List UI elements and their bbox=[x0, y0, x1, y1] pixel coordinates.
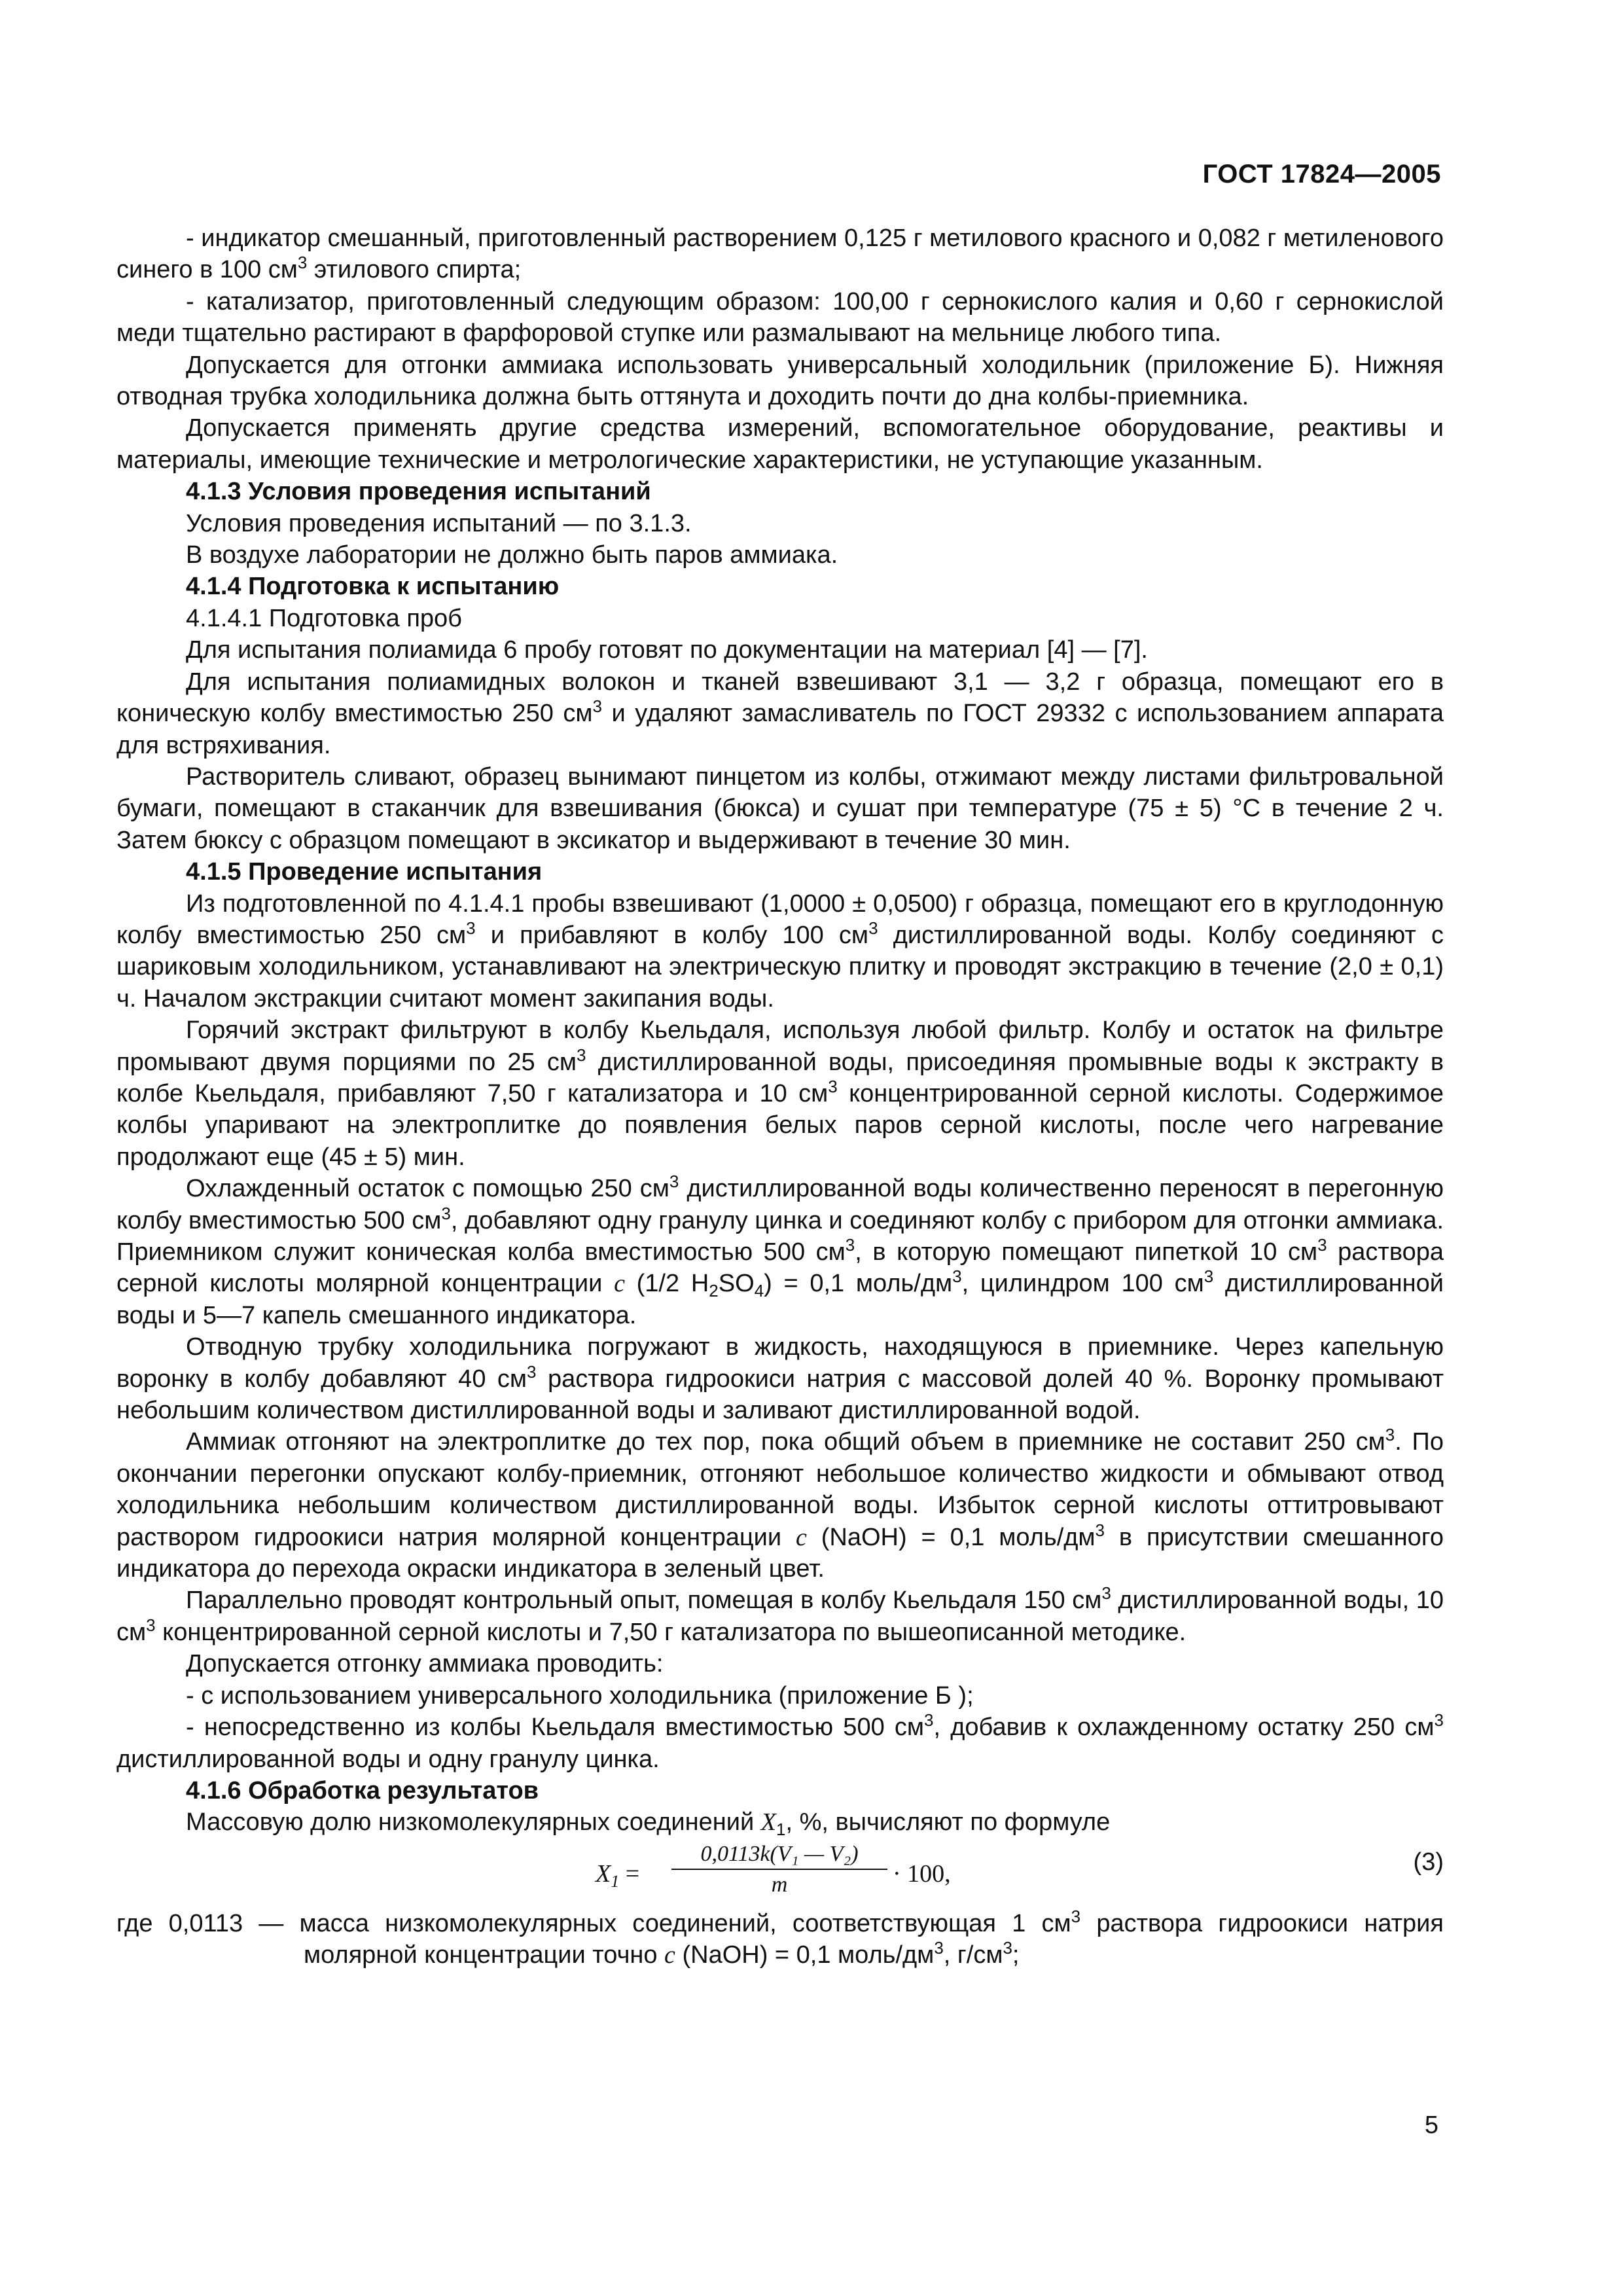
section-heading-4-1-4: 4.1.4 Подготовка к испытанию bbox=[186, 573, 560, 601]
paragraph-titration: Аммиак отгоняют на электроплитке до тех пор, пока общий объем в приемнике не составит 250 $см^3$. По окончании перегонки опускают колбу-приемник, отгоняют небольшое количество жидкости и обмывают отвод холодильника небольшим количеством дистиллированной воды. Избыток серной кислоты оттитровывают раствором гидроокиси натрия молярной концентрации с (NaOH) = 0,1 моль/$дм^3$ в присутствии смешанного индикатора до перехода окраски индикатора в зеленый цвет. bbox=[116, 1425, 1444, 1583]
section-heading-4-1-5: 4.1.5 Проведение испытания bbox=[186, 858, 543, 886]
formula-legend: где 0,0113 — масса низкомолекулярных соединений, соответствующая 1 $см^3$ раствора гидроокиси натрия молярной концентрации точно с (NaOH) = 0,1 моль/$дм^3$, $г/см^3$; bbox=[116, 1906, 1444, 1969]
paragraph-filtering: Горячий экстракт фильтруют в колбу Кьельдаля, используя любой фильтр. Колбу и остаток на фильтре промывают двумя порциями по 25 $см^3$ дистиллированной воды, присоединяя промывные воды к экстракту в колбе Кьельдаля, прибавляют 7,50 г катализатора и 10 $см^3$ концентрированной серной кислоты. Содержимое колбы упаривают на электроплитке до появления белых паров серной кислоты, после чего нагревание продолжают еще (45 ± 5) мин. bbox=[116, 1016, 1444, 1171]
formula-denominator: m bbox=[771, 1872, 788, 1897]
paragraph-indicator: - индикатор смешанный, приготовленный растворением 0,125 г метилового красного и 0,082 г метиленового синего в 100 $см^3$ этилового спирта; bbox=[116, 224, 1444, 284]
formula-numerator: 0,0113k(V₁ — V₂) bbox=[671, 1840, 887, 1870]
formula-3 bbox=[116, 1840, 1444, 1905]
document-body bbox=[116, 223, 1444, 1971]
paragraph-extraction: Из подготовленной по 4.1.4.1 пробы взвешивают (1,0000 ± 0,0500) г образца, помещают его в круглодонную колбу вместимостью 250 $см^3$ и прибавляют в колбу 100 $см^3$ дистиллированной воды. Колбу соединяют с шариковым холодильником, устанавливают на электрическую плитку и проводят экстракцию в течение (2,0 ± 0,1) ч. Началом экстракции считают момент закипания воды. bbox=[116, 889, 1444, 1013]
section-heading-4-1-3: 4.1.3 Условия проведения испытаний bbox=[186, 478, 651, 506]
paragraph-conditions: Условия проведения испытаний — по 3.1.3. bbox=[186, 509, 692, 537]
paragraph-allowed: Допускается отгонку аммиака проводить: bbox=[186, 1650, 664, 1678]
paragraph-other-means: Допускается применять другие средства измерений, вспомогательное оборудование, реактивы и материалы, имеющие технические и метрологические характеристики, не уступающие указанным. bbox=[116, 414, 1444, 474]
paragraph-funnel: Отводную трубку холодильника погружают в жидкость, находящуюся в приемнике. Через капельную воронку в колбу добавляют 40 $см^3$ раствора гидроокиси натрия с массовой долей 40 %. Воронку промывают небольшим количеством дистиллированной воды и заливают дистиллированной водой. bbox=[116, 1333, 1444, 1425]
section-heading-4-1-6: 4.1.6 Обработка результатов bbox=[186, 1776, 539, 1804]
paragraph-option-direct: - непосредственно из колбы Кьельдаля вместимостью 500 $см^3$, добавив к охлажденному остатку 250 $см^3$ дистиллированной воды и одну гранулу цинка. bbox=[116, 1710, 1444, 1773]
document-header: ГОСТ 17824—2005 bbox=[1202, 160, 1441, 188]
paragraph-option-universal: - с использованием универсального холодильника (приложение Б ); bbox=[186, 1681, 974, 1710]
paragraph-distillation-setup: Охлажденный остаток с помощью 250 $см^3$ дистиллированной воды количественно переносят в перегонную колбу вместимостью 500 $см^3$, добавляют одну гранулу цинка и соединяют колбу с прибором для отгонки аммиака. Приемником служит коническая колба вместимостью 500 $см^3$, в которую помещают пипеткой 10 $см^3$ раствора серной кислоты молярной концентрации с (1/2 $H_2SO_4) = 0,1$ моль/$дм^3$, цилиндром 100 $см^3$ дистиллированной воды и 5—7 капель смешанного индикатора. bbox=[116, 1172, 1444, 1329]
paragraph-solvent: Растворитель сливают, образец вынимают пинцетом из колбы, отжимают между листами фильтровальной бумаги, помещают в стаканчик для взвешивания (бюкса) и сушат при температуре (75 ± 5) °С в течение 2 ч. Затем бюксу с образцом помещают в эксикатор и выдерживают в течение 30 мин. bbox=[116, 762, 1444, 854]
formula-rhs: · 100, bbox=[893, 1859, 951, 1888]
paragraph-control-test: Параллельно проводят контрольный опыт, помещая в колбу Кьельдаля 150 $см^3$ дистиллированной воды, 10 $см^3$ концентрированной серной кислоты и 7,50 г катализатора по вышеописанной методике. bbox=[116, 1583, 1444, 1646]
paragraph-fibers: Для испытания полиамидных волокон и тканей взвешивают 3,1 — 3,2 г образца, помещают его в коническую колбу вместимостью 250 $см^3$ и удаляют замасливатель по ГОСТ 29332 с использованием аппарата для встряхивания. bbox=[116, 668, 1444, 759]
formula-lhs: $X_1$ = bbox=[596, 1859, 640, 1891]
subsection-heading-4-1-4-1: 4.1.4.1 Подготовка проб bbox=[186, 604, 462, 632]
paragraph-condenser: Допускается для отгонки аммиака использовать универсальный холодильник (приложение Б). Нижняя отводная трубка холодильника должна быть оттянута и доходить почти до дна колбы-приемника. bbox=[116, 351, 1444, 411]
formula-fraction bbox=[671, 1840, 887, 1900]
paragraph-formula-intro: Массовую долю низкомолекулярных соединений $X_1$, %, вычисляют по формуле bbox=[186, 1808, 1111, 1840]
page-number: 5 bbox=[1424, 2111, 1438, 2139]
paragraph-catalyst: - катализатор, приготовленный следующим образом: 100,00 г сернокислого калия и 0,60 г сернокислой меди тщательно растирают в фарфоровой ступке или размалывают на мельнице любого типа. bbox=[116, 287, 1444, 348]
paragraph-polyamide: Для испытания полиамида 6 пробу готовят по документации на материал [4] — [7]. bbox=[186, 636, 1148, 664]
paragraph-ammonia-air: В воздухе лаборатории не должно быть паров аммиака. bbox=[186, 541, 838, 569]
formula-number: (3) bbox=[1413, 1848, 1444, 1876]
